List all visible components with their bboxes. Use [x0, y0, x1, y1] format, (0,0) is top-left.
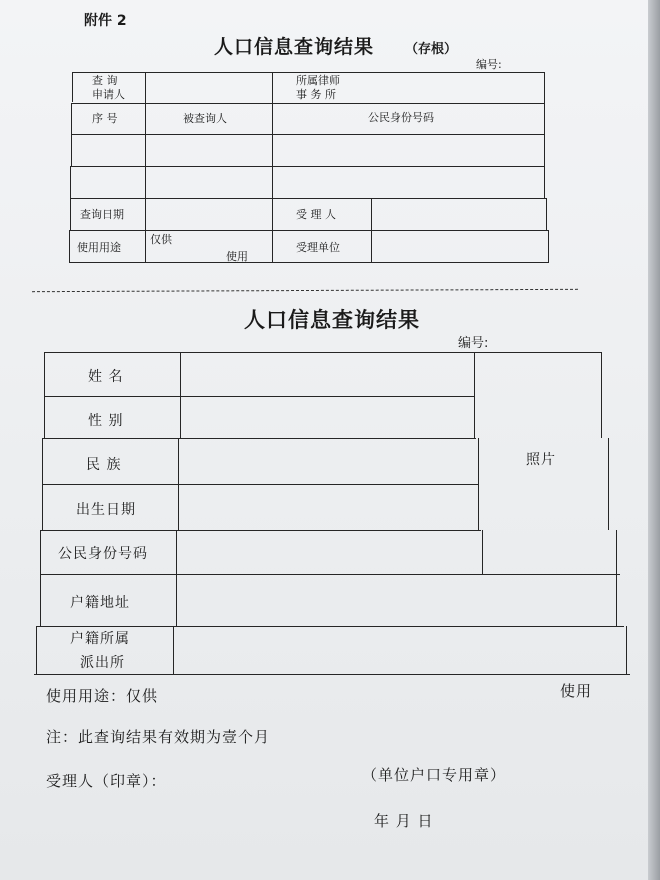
footer-date: 年 月 日 [374, 812, 434, 830]
footer-use: 使用 [560, 682, 593, 700]
main-number-label: 编号: [458, 336, 489, 351]
stub-lawfirm-label-2: 事 务 所 [296, 88, 336, 101]
desk-background [648, 0, 660, 880]
attachment-label: 附件 2 [84, 13, 127, 29]
footer-purpose: 使用用途：仅供 [46, 687, 159, 705]
stub-only-for: 仅供 [150, 233, 172, 246]
photo-label: 照片 [526, 452, 556, 468]
stub-purpose-label: 使用用途 [77, 241, 121, 254]
footer-note: 注：此查询结果有效期为壹个月 [46, 728, 271, 746]
main-police-station-label: 户籍所属 [70, 631, 130, 647]
main-ethnicity-label: 民 族 [86, 457, 122, 473]
stub-col-seq: 序 号 [92, 112, 118, 125]
main-household-address-label: 户籍地址 [70, 595, 130, 611]
main-title: 人口信息查询结果 [244, 308, 420, 332]
stub-use: 使用 [226, 250, 248, 263]
stub-applicant-label-2: 申请人 [92, 88, 125, 101]
stub-lawfirm-label: 所属律师 [296, 74, 340, 87]
stub-col-person: 被查询人 [183, 112, 227, 125]
stub-title-suffix: （存根） [405, 42, 458, 57]
footer-handler-seal: 受理人（印章）： [46, 772, 167, 790]
stub-handling-unit-label: 受理单位 [296, 241, 340, 254]
main-id-number-label: 公民身份号码 [58, 546, 148, 562]
footer-unit-seal: （单位户口专用章） [362, 766, 507, 784]
stub-handler-label: 受 理 人 [296, 208, 336, 221]
stub-applicant-label: 查 询 [92, 74, 118, 87]
main-sex-label: 性 别 [88, 413, 124, 429]
main-police-station-label-2: 派出所 [80, 655, 125, 671]
stub-col-id: 公民身份号码 [368, 111, 434, 124]
stub-query-date-label: 查询日期 [80, 208, 124, 221]
stub-number-label: 编号: [476, 58, 502, 71]
main-birth-date-label: 出生日期 [76, 502, 136, 518]
main-name-label: 姓 名 [88, 369, 124, 385]
stub-title: 人口信息查询结果 [214, 36, 375, 58]
